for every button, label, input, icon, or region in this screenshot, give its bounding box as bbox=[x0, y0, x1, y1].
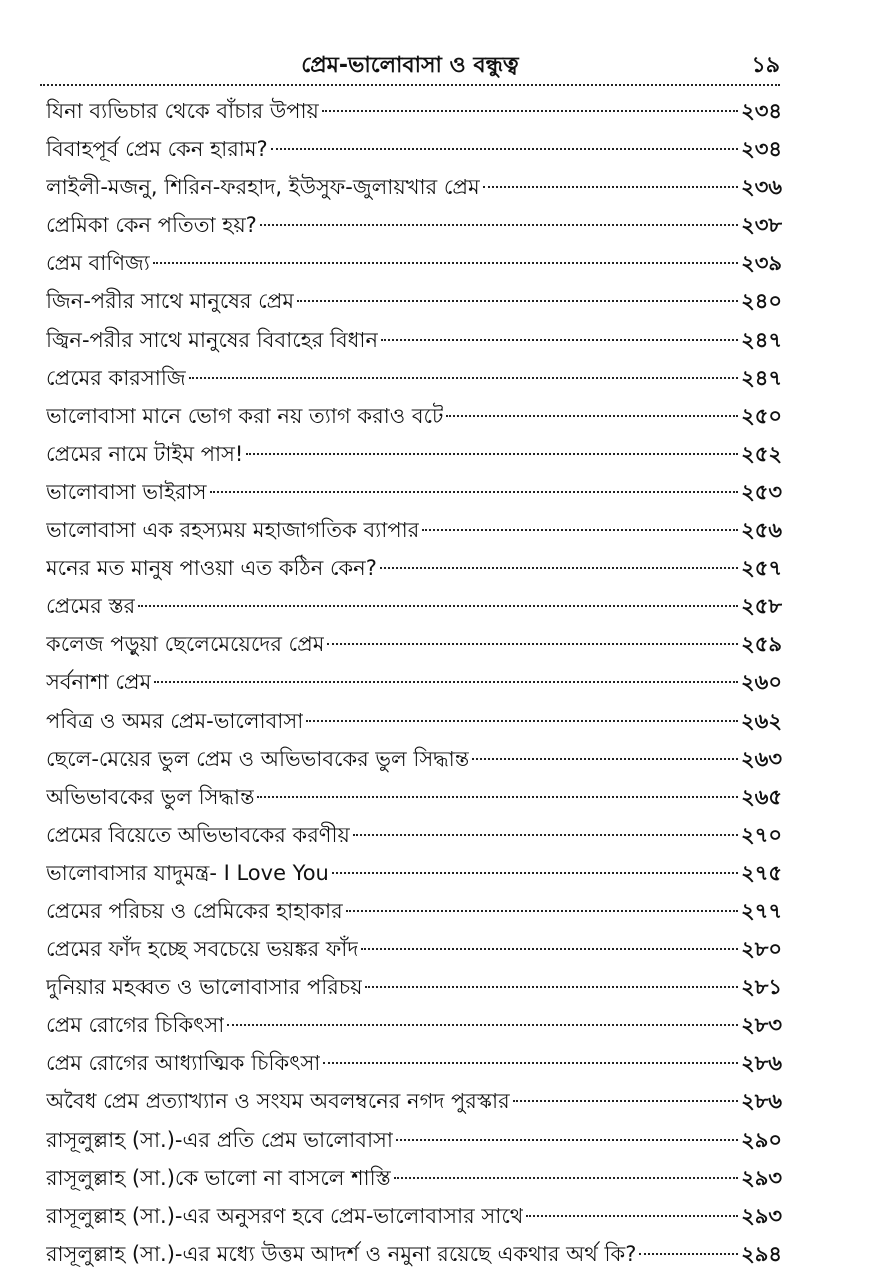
dot-leader bbox=[396, 1139, 738, 1141]
toc-entry-page-number: ২৭৫ bbox=[741, 860, 782, 885]
toc-entry bbox=[46, 1235, 782, 1273]
dot-leader bbox=[153, 262, 738, 264]
toc-entry-page-number: ২৯৪ bbox=[741, 1241, 782, 1266]
toc-entry-page-number: ২৫০ bbox=[741, 403, 782, 428]
dot-leader bbox=[227, 1024, 738, 1026]
dot-leader bbox=[154, 681, 738, 683]
toc-entry-page-number: ২৭৭ bbox=[741, 898, 782, 923]
running-header bbox=[40, 46, 780, 82]
toc-entry-page-number: ২৮১ bbox=[741, 975, 782, 1000]
toc-entry-title: জ্বিন-পরীর সাথে মানুষের বিবাহের বিধান bbox=[46, 327, 379, 352]
toc-entry-page-number: ২৩৬ bbox=[741, 175, 782, 200]
toc-entry bbox=[46, 473, 782, 511]
toc-entry-page-number: ২৪০ bbox=[741, 289, 782, 314]
toc-entry bbox=[46, 1121, 782, 1159]
toc-entry-title: প্রেমিকা কেন পতিতা হয়? bbox=[46, 213, 257, 238]
dot-leader bbox=[394, 1177, 738, 1179]
toc-entry-title: ভালোবাসা মানে ভোগ করা নয় ত্যাগ করাও বটে bbox=[46, 403, 444, 428]
dot-leader bbox=[513, 1100, 738, 1102]
toc-entry bbox=[46, 244, 782, 282]
toc-entry-page-number: ২৫৬ bbox=[741, 518, 782, 543]
toc-entry-title: প্রেমের বিয়েতে অভিভাবকের করণীয় bbox=[46, 822, 350, 847]
toc-entry-title: অবৈধ প্রেম প্রত্যাখ্যান ও সংযম অবলম্বনের নগদ পুরস্কার bbox=[46, 1089, 510, 1114]
toc-entry bbox=[46, 1006, 782, 1044]
toc-entry bbox=[46, 511, 782, 549]
toc-entry bbox=[46, 359, 782, 397]
toc-entry-page-number: ২৫৮ bbox=[741, 594, 782, 619]
toc-entry-page-number: ২৫৭ bbox=[741, 556, 782, 581]
toc-entry-page-number: ২৮৬ bbox=[741, 1089, 782, 1114]
toc-entry-title: প্রেমের স্তর bbox=[46, 594, 136, 619]
toc-entry-title: সর্বনাশা প্রেম bbox=[46, 670, 152, 695]
table-of-contents bbox=[46, 92, 782, 1273]
toc-entry-page-number: ২৯০ bbox=[741, 1127, 782, 1152]
toc-entry bbox=[46, 854, 782, 892]
toc-entry-title: মনের মত মানুষ পাওয়া এত কঠিন কেন? bbox=[46, 556, 377, 581]
toc-entry-page-number: ২৫৯ bbox=[741, 632, 782, 657]
dot-leader bbox=[353, 834, 738, 836]
toc-entry-page-number: ২৮০ bbox=[741, 937, 782, 962]
toc-entry-page-number: ২৮৬ bbox=[741, 1051, 782, 1076]
dot-leader bbox=[260, 224, 738, 226]
dot-leader bbox=[271, 148, 738, 150]
toc-entry bbox=[46, 435, 782, 473]
toc-entry-title: প্রেম রোগের আধ্যাত্মিক চিকিৎসা bbox=[46, 1051, 321, 1076]
toc-entry-page-number: ২৩৯ bbox=[741, 251, 782, 276]
toc-entry-page-number: ২৫৩ bbox=[741, 479, 782, 504]
toc-entry-title: কলেজ পড়ুয়া ছেলেমেয়েদের প্রেম bbox=[46, 632, 325, 657]
toc-entry bbox=[46, 892, 782, 930]
dot-leader bbox=[306, 720, 738, 722]
dot-leader bbox=[380, 567, 738, 569]
dot-leader bbox=[210, 491, 739, 493]
toc-entry bbox=[46, 168, 782, 206]
toc-entry-title: প্রেমের পরিচয় ও প্রেমিকের হাহাকার bbox=[46, 898, 343, 923]
toc-entry-page-number: ২৩৮ bbox=[741, 213, 782, 238]
dot-leader bbox=[322, 110, 738, 112]
toc-entry bbox=[46, 397, 782, 435]
toc-entry bbox=[46, 321, 782, 359]
toc-entry bbox=[46, 1082, 782, 1120]
toc-entry-title: রাসূলুল্লাহ (সা.)-এর মধ্যে উত্তম আদর্শ ও নমুনা রয়েছে একথার অর্থ কি? bbox=[46, 1241, 637, 1266]
header-title: প্রেম-ভালোবাসা ও বন্ধুত্ব bbox=[301, 53, 519, 78]
toc-entry-page-number: ২৩৪ bbox=[741, 99, 782, 123]
toc-entry-title: রাসূলুল্লাহ (সা.)কে ভালো না বাসলে শাস্তি bbox=[46, 1165, 391, 1190]
toc-entry bbox=[46, 282, 782, 320]
toc-entry bbox=[46, 625, 782, 663]
toc-entry-title: জিন-পরীর সাথে মানুষের প্রেম bbox=[46, 289, 295, 314]
dot-leader bbox=[189, 377, 738, 379]
toc-entry-title: প্রেম রোগের চিকিৎসা bbox=[46, 1013, 225, 1038]
toc-entry bbox=[46, 549, 782, 587]
dot-leader bbox=[361, 948, 738, 950]
toc-entry bbox=[46, 816, 782, 854]
toc-entry-title: অভিভাবকের ভুল সিদ্ধান্ত bbox=[46, 784, 255, 809]
toc-entry-title: প্রেমের কারসাজি bbox=[46, 365, 186, 390]
toc-entry-title: প্রেম বাণিজ্য bbox=[46, 251, 150, 276]
dot-leader bbox=[323, 1062, 738, 1064]
dot-leader bbox=[483, 186, 738, 188]
toc-entry-page-number: ২৬০ bbox=[741, 670, 782, 695]
dot-leader bbox=[365, 986, 738, 988]
toc-entry bbox=[46, 1044, 782, 1082]
dot-leader bbox=[639, 1253, 738, 1255]
toc-entry-page-number: ২৫২ bbox=[741, 441, 782, 466]
toc-entry-title: ভালোবাসা এক রহস্যময় মহাজাগতিক ব্যাপার bbox=[46, 518, 420, 543]
toc-entry bbox=[46, 206, 782, 244]
toc-entry-page-number: ২৯৩ bbox=[741, 1165, 782, 1190]
toc-entry bbox=[46, 740, 782, 778]
toc-entry-title: ছেলে-মেয়ের ভুল প্রেম ও অভিভাবকের ভুল সিদ্ধান্ত bbox=[46, 746, 470, 771]
toc-entry bbox=[46, 778, 782, 816]
dot-leader bbox=[422, 529, 738, 531]
toc-entry-page-number: ২৬২ bbox=[741, 708, 782, 733]
toc-entry-page-number: ২৭০ bbox=[741, 822, 782, 847]
toc-entry-title: রাসূলুল্লাহ (সা.)-এর অনুসরণ হবে প্রেম-ভালোবাসার সাথে bbox=[46, 1203, 524, 1228]
dot-leader bbox=[346, 910, 738, 912]
toc-entry-page-number: ২৪৭ bbox=[741, 327, 782, 352]
dot-leader bbox=[381, 339, 738, 341]
dot-leader bbox=[138, 605, 738, 607]
toc-entry-title: প্রেমের নামে টাইম পাস! bbox=[46, 441, 244, 466]
dot-leader bbox=[257, 796, 738, 798]
dot-leader bbox=[332, 872, 738, 874]
toc-entry-title: লাইলী-মজনু, শিরিন-ফরহাদ, ইউসুফ-জুলায়খার প্রেম bbox=[46, 175, 480, 200]
toc-entry bbox=[46, 1159, 782, 1197]
toc-entry-title: ভালোবাসা ভাইরাস bbox=[46, 479, 207, 504]
toc-entry-page-number: ২৮৩ bbox=[741, 1013, 782, 1038]
toc-entry-title: বিবাহপূর্ব প্রেম কেন হারাম? bbox=[46, 137, 268, 162]
dot-leader bbox=[297, 300, 738, 302]
toc-entry bbox=[46, 130, 782, 168]
dot-leader bbox=[526, 1215, 738, 1217]
header-divider bbox=[40, 84, 780, 86]
toc-entry-title: ভালোবাসার যাদুমন্ত্র- I Love You bbox=[46, 860, 329, 885]
toc-entry-page-number: ২৪৭ bbox=[741, 365, 782, 390]
dot-leader bbox=[327, 643, 738, 645]
dot-leader bbox=[446, 415, 738, 417]
toc-entry bbox=[46, 702, 782, 740]
toc-entry bbox=[46, 92, 782, 130]
toc-entry-title: পবিত্র ও অমর প্রেম-ভালোবাসা bbox=[46, 708, 304, 733]
toc-entry bbox=[46, 1197, 782, 1235]
toc-entry-page-number: ২৯৩ bbox=[741, 1203, 782, 1228]
toc-entry-title: রাসূলুল্লাহ (সা.)-এর প্রতি প্রেম ভালোবাসা bbox=[46, 1127, 393, 1152]
header-page-number: ১৯ bbox=[751, 53, 780, 78]
toc-entry bbox=[46, 930, 782, 968]
toc-entry-page-number: ২৩৪ bbox=[741, 137, 782, 162]
toc-entry bbox=[46, 968, 782, 1006]
dot-leader bbox=[472, 758, 738, 760]
toc-entry-title: দুনিয়ার মহব্বত ও ভালোবাসার পরিচয় bbox=[46, 975, 363, 1000]
toc-entry-page-number: ২৬৩ bbox=[741, 746, 782, 771]
dot-leader bbox=[246, 453, 738, 455]
toc-entry bbox=[46, 663, 782, 701]
toc-entry bbox=[46, 587, 782, 625]
toc-entry-title: যিনা ব্যভিচার থেকে বাঁচার উপায় bbox=[46, 99, 319, 123]
toc-entry-page-number: ২৬৫ bbox=[741, 784, 782, 809]
toc-entry-title: প্রেমের ফাঁদ হচ্ছে সবচেয়ে ভয়ঙ্কর ফাঁদ bbox=[46, 937, 359, 962]
